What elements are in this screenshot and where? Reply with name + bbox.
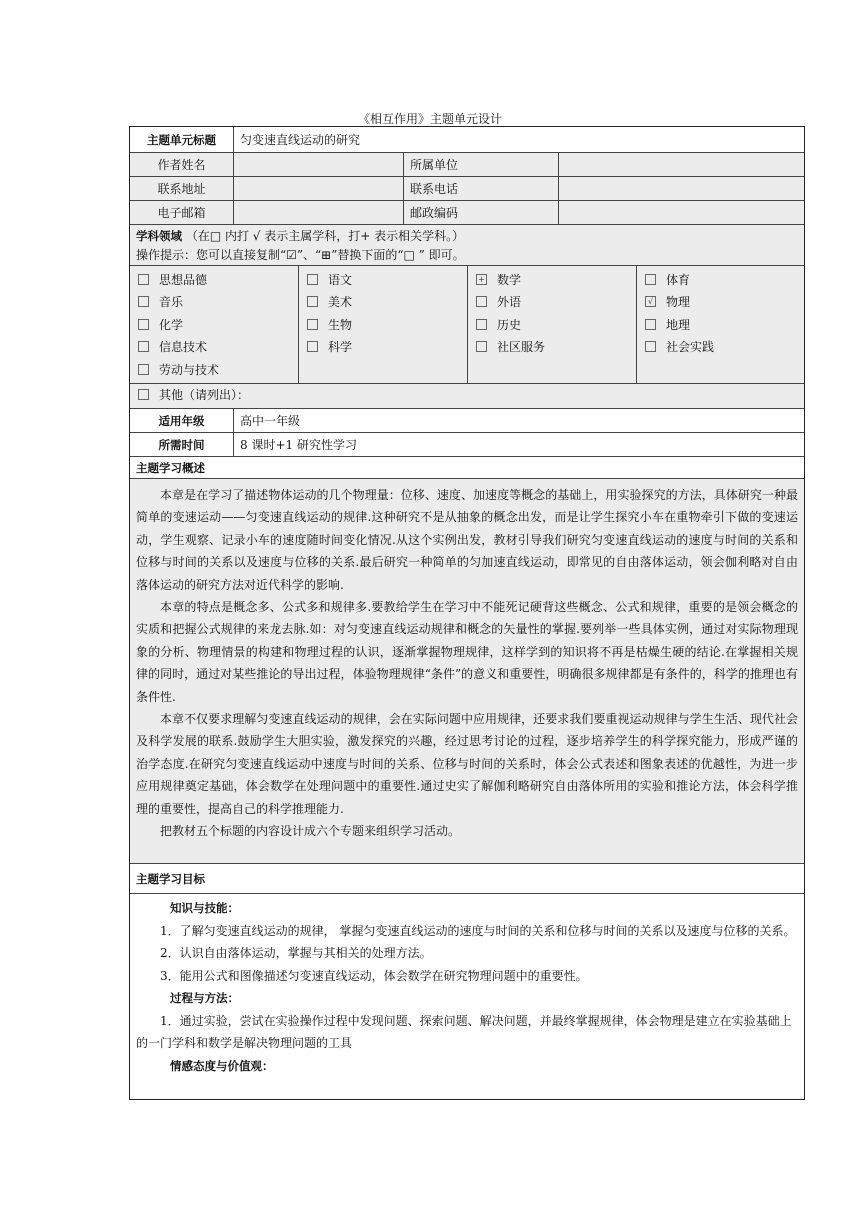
attitude-title: 情感态度与价值观： [170, 1058, 274, 1073]
unit-label: 所属单位 [404, 153, 559, 176]
checkbox-icon[interactable] [645, 319, 656, 330]
goal-item: 1．通过实验，尝试在实验操作过程中发现问题、探索问题、解决问题，并最终掌握规律，体会物理是建立在实验基础上的一门学科和数学是解决物理问题的工具 [136, 1013, 792, 1050]
checkbox-icon[interactable] [138, 341, 149, 352]
knowledge-title: 知识与技能： [170, 901, 239, 915]
subject-option[interactable] [307, 336, 459, 359]
checkbox-icon[interactable] [138, 364, 149, 375]
subject-option[interactable] [645, 268, 796, 291]
time-value[interactable]: 8 课时+1 研究性学习 [240, 438, 357, 452]
subject-option[interactable] [645, 313, 796, 336]
checkbox-icon[interactable] [138, 296, 149, 307]
subject-label: 外语 [497, 295, 522, 310]
subject-label: 美术 [328, 295, 353, 310]
goals-header-row [130, 864, 804, 894]
overview-paragraph: 把教材五个标题的内容设计成六个专题来组织学习活动。 [160, 824, 461, 839]
author-label: 作者姓名 [130, 153, 234, 176]
subject-option[interactable] [138, 313, 290, 336]
subject-option[interactable] [307, 268, 459, 291]
subject-label: 地理 [666, 317, 691, 332]
subject-option[interactable] [138, 268, 290, 291]
subject-option[interactable] [476, 268, 628, 291]
subject-option[interactable] [138, 336, 290, 359]
checkbox-icon[interactable] [138, 274, 149, 285]
subject-label: 物理 [666, 295, 691, 310]
subject-label: 思想品德 [159, 272, 208, 287]
subject-option[interactable] [476, 336, 628, 359]
goal-item: 1．了解匀变速直线运动的规律， 掌握匀变速直线运动的速度与时间的关系和位移与时间的关系以及速度与位移的关系。 [160, 923, 796, 938]
time-label: 所需时间 [130, 433, 234, 456]
document-title: 《相互作用》主题单元设计 [357, 112, 502, 126]
subject-option[interactable] [645, 291, 796, 314]
checkbox-icon[interactable] [138, 319, 149, 330]
checkbox-icon[interactable] [138, 389, 149, 400]
overview-text [130, 479, 804, 843]
checkbox-icon[interactable] [307, 341, 318, 352]
phone-value[interactable] [559, 177, 804, 200]
subject-label: 社会实践 [666, 340, 715, 355]
subjects-column-1 [130, 266, 299, 383]
subject-label: 化学 [159, 317, 184, 332]
subjects-column-2 [299, 266, 468, 383]
checkbox-icon[interactable] [476, 341, 487, 352]
checkbox-icon[interactable] [307, 319, 318, 330]
address-label: 联系地址 [130, 177, 234, 200]
subjects-column-4 [637, 266, 804, 383]
checkbox-icon[interactable] [307, 296, 318, 307]
subject-label: 劳动与技术 [159, 362, 220, 377]
overview-header-row [130, 457, 804, 479]
knowledge-list [136, 920, 798, 988]
time-row [130, 433, 804, 457]
subjects-hint: 操作提示：您可以直接复制“☑”、“⊞”替换下面的“□ ” 即可。 [136, 248, 465, 262]
subjects-section [130, 225, 804, 409]
author-row [130, 153, 804, 177]
overview-paragraph: 本章的特点是概念多、公式多和规律多.要教给学生在学习中不能死记硬背这些概念、公式和规律，重要的是领会概念的实质和把握公式规律的来龙去脉.如：对匀变速直线运动规律和概念的矢量性的掌握.要列举一些具体实例，通过对实际物理现象的分析、物理情景的构建和物理过程的认识，逐渐掌握物理规律，这样学到的知识将不再是枯燥生硬的结论.在掌握相关规律的同时，通过对某些推论的导出过程，体验物理规律“条件”的意义和重要性，明确很多规律都是有条件的，科学的推理也有条件性. [136, 600, 798, 704]
checkbox-icon[interactable]: + [476, 274, 487, 285]
subject-label: 生物 [328, 317, 353, 332]
subject-option[interactable] [307, 313, 459, 336]
phone-label: 联系电话 [404, 177, 559, 200]
overview-paragraph: 本章不仅要求理解匀变速直线运动的规律，会在实际问题中应用规律，还要求我们要重视运动规律与学生生活、现代社会及科学发展的联系.鼓励学生大胆实验，激发探究的兴趣，经过思考讨论的过程，逐步培养学生的科学探究能力，形成严谨的治学态度.在研究匀变速直线运动中速度与时间的关系、位移与时间的关系时，体会公式表述和图象表述的优越性，为进一步应用规律奠定基础，体会数学在处理问题中的重要性.通过史实了解伽利略研究自由落体所用的实验和推论方法，体会科学推理的重要性，提高自己的科学推理能力. [136, 712, 798, 816]
subject-label: 科学 [328, 340, 353, 355]
checkbox-icon[interactable] [476, 296, 487, 307]
unit-value[interactable] [559, 153, 804, 176]
subject-label: 信息技术 [159, 340, 208, 355]
subject-label: 历史 [497, 317, 522, 332]
subject-option[interactable] [138, 291, 290, 314]
email-label: 电子邮箱 [130, 201, 234, 224]
email-value[interactable] [234, 201, 404, 224]
process-title: 过程与方法： [170, 991, 239, 1005]
subject-option[interactable] [138, 358, 290, 381]
subject-option[interactable] [476, 291, 628, 314]
subject-label: 社区服务 [497, 340, 546, 355]
subject-option[interactable] [307, 291, 459, 314]
grade-value[interactable]: 高中一年级 [240, 414, 301, 428]
subject-option[interactable] [476, 313, 628, 336]
topic-row [130, 127, 804, 153]
process-list [136, 1010, 798, 1055]
address-value[interactable] [234, 177, 404, 200]
email-row [130, 201, 804, 225]
address-row [130, 177, 804, 201]
checkbox-icon[interactable] [645, 274, 656, 285]
author-value[interactable] [234, 153, 404, 176]
overview-body [130, 479, 804, 864]
subjects-grid [130, 265, 804, 383]
overview-paragraph: 本章是在学习了描述物体运动的几个物理量：位移、速度、加速度等概念的基础上，用实验探究的方法，具体研究一种最简单的变速运动——匀变速直线运动的规律.这种研究不是从抽象的概念出发，而是让学生探究小车在重物牵引下做的变速运动，学生观察、记录小车的速度随时间变化情况.从这个实例出发，教材引导我们研究匀变速直线运动的速度与时间的关系和位移与时间的关系以及速度与位移的关系.最后研究一种简单的匀加速直线运动，即常见的自由落体运动，领会伽利略对自由落体运动的研究方法对近代科学的影响. [136, 488, 798, 592]
subject-label: 语文 [328, 272, 353, 287]
zip-label: 邮政编码 [404, 201, 559, 224]
subject-other[interactable] [130, 383, 804, 407]
goal-item: 2．认识自由落体运动，掌握与其相关的处理方法。 [160, 946, 432, 960]
checkbox-icon[interactable] [307, 274, 318, 285]
topic-value[interactable]: 匀变速直线运动的研究 [240, 133, 361, 147]
zip-value[interactable] [559, 201, 804, 224]
goals-text [130, 894, 804, 1077]
checkbox-icon[interactable] [645, 341, 656, 352]
grade-row [130, 409, 804, 433]
goal-item: 3．能用公式和图像描述匀变速直线运动，体会数学在研究物理问题中的重要性。 [160, 968, 588, 983]
goals-body [130, 894, 804, 1099]
goals-title: 主题学习目标 [136, 871, 205, 886]
overview-title: 主题学习概述 [136, 460, 205, 475]
subject-option[interactable] [645, 336, 796, 359]
checkbox-icon[interactable]: √ [645, 296, 656, 307]
subjects-title: 学科领域 [136, 229, 182, 243]
subjects-column-3 [468, 266, 637, 383]
unit-design-form [129, 126, 805, 1100]
subject-label: 数学 [497, 272, 522, 287]
subject-other-label: 其他（请列出）： [159, 388, 250, 403]
topic-label: 主题单元标题 [130, 127, 234, 152]
checkbox-icon[interactable] [476, 319, 487, 330]
grade-label: 适用年级 [130, 409, 234, 432]
subject-label: 音乐 [159, 295, 184, 310]
subject-label: 体育 [666, 272, 691, 287]
subjects-note: （在□ 内打 √ 表示主属学科，打+ 表示相关学科。） [185, 229, 465, 243]
